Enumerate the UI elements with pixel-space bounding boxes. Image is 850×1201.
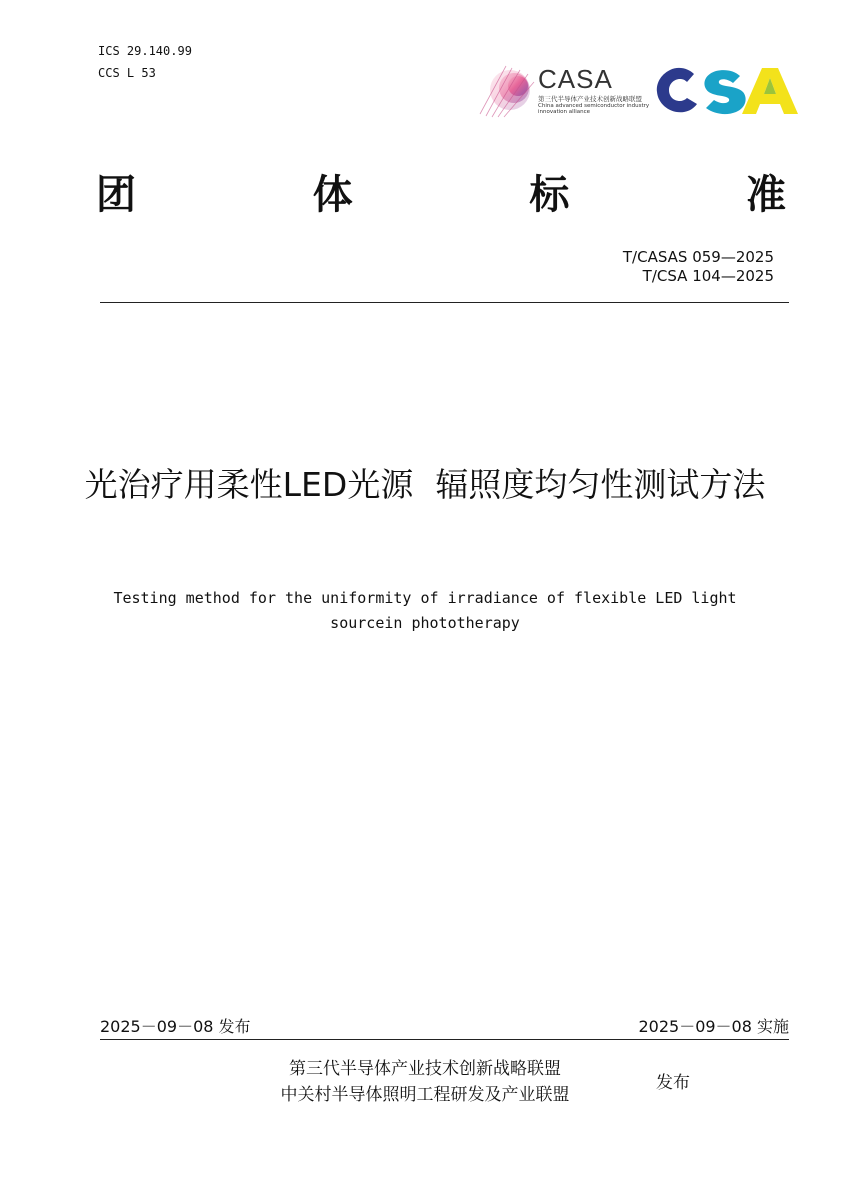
casa-fan-logo-icon bbox=[476, 62, 538, 118]
standard-number: T/CASAS 059—2025 bbox=[622, 248, 774, 266]
standard-numbers bbox=[623, 248, 774, 286]
publisher-list bbox=[250, 1056, 600, 1108]
standard-type-char: 团 bbox=[96, 170, 136, 218]
casa-logo-en-name-line2: innovation alliance bbox=[538, 109, 590, 115]
title-cn-part1: 光治疗用柔性LED光源 bbox=[84, 465, 414, 504]
classification-codes bbox=[98, 40, 192, 84]
issue-date: 2025－09－08 发布 bbox=[100, 1017, 251, 1036]
casa-logo-text: CASA bbox=[538, 64, 613, 94]
casa-logo bbox=[470, 60, 650, 120]
casa-logo-cn-name: 第三代半导体产业技术创新战略联盟 bbox=[538, 95, 642, 103]
publisher-name: 第三代半导体产业技术创新战略联盟 bbox=[289, 1059, 561, 1079]
ics-code: ICS 29.140.99 bbox=[98, 44, 192, 58]
standard-type-char: 准 bbox=[745, 170, 786, 218]
standard-number: T/CSA 104—2025 bbox=[642, 267, 774, 285]
logo-group bbox=[470, 60, 800, 120]
top-divider bbox=[100, 302, 789, 303]
title-cn-part2: 辐照度均匀性测试方法 bbox=[435, 465, 766, 504]
document-title-en: Testing method for the uniformity of irradiance of flexible LED light sourcein phototherapy bbox=[113, 589, 737, 632]
standard-type-char: 体 bbox=[312, 170, 353, 218]
standard-type-heading bbox=[96, 163, 786, 219]
bottom-divider bbox=[100, 1039, 789, 1040]
publish-label: 发布 bbox=[656, 1073, 690, 1093]
standard-type-char: 标 bbox=[529, 170, 570, 218]
document-title-cn bbox=[60, 460, 790, 510]
csa-logo-icon bbox=[654, 62, 800, 118]
casa-logo-en-name-line1: China advanced semiconductor industry bbox=[538, 103, 650, 109]
ccs-code: CCS L 53 bbox=[98, 66, 156, 80]
publisher-name: 中关村半导体照明工程研发及产业联盟 bbox=[280, 1085, 570, 1105]
implementation-date: 2025－09－08 实施 bbox=[638, 1017, 789, 1036]
